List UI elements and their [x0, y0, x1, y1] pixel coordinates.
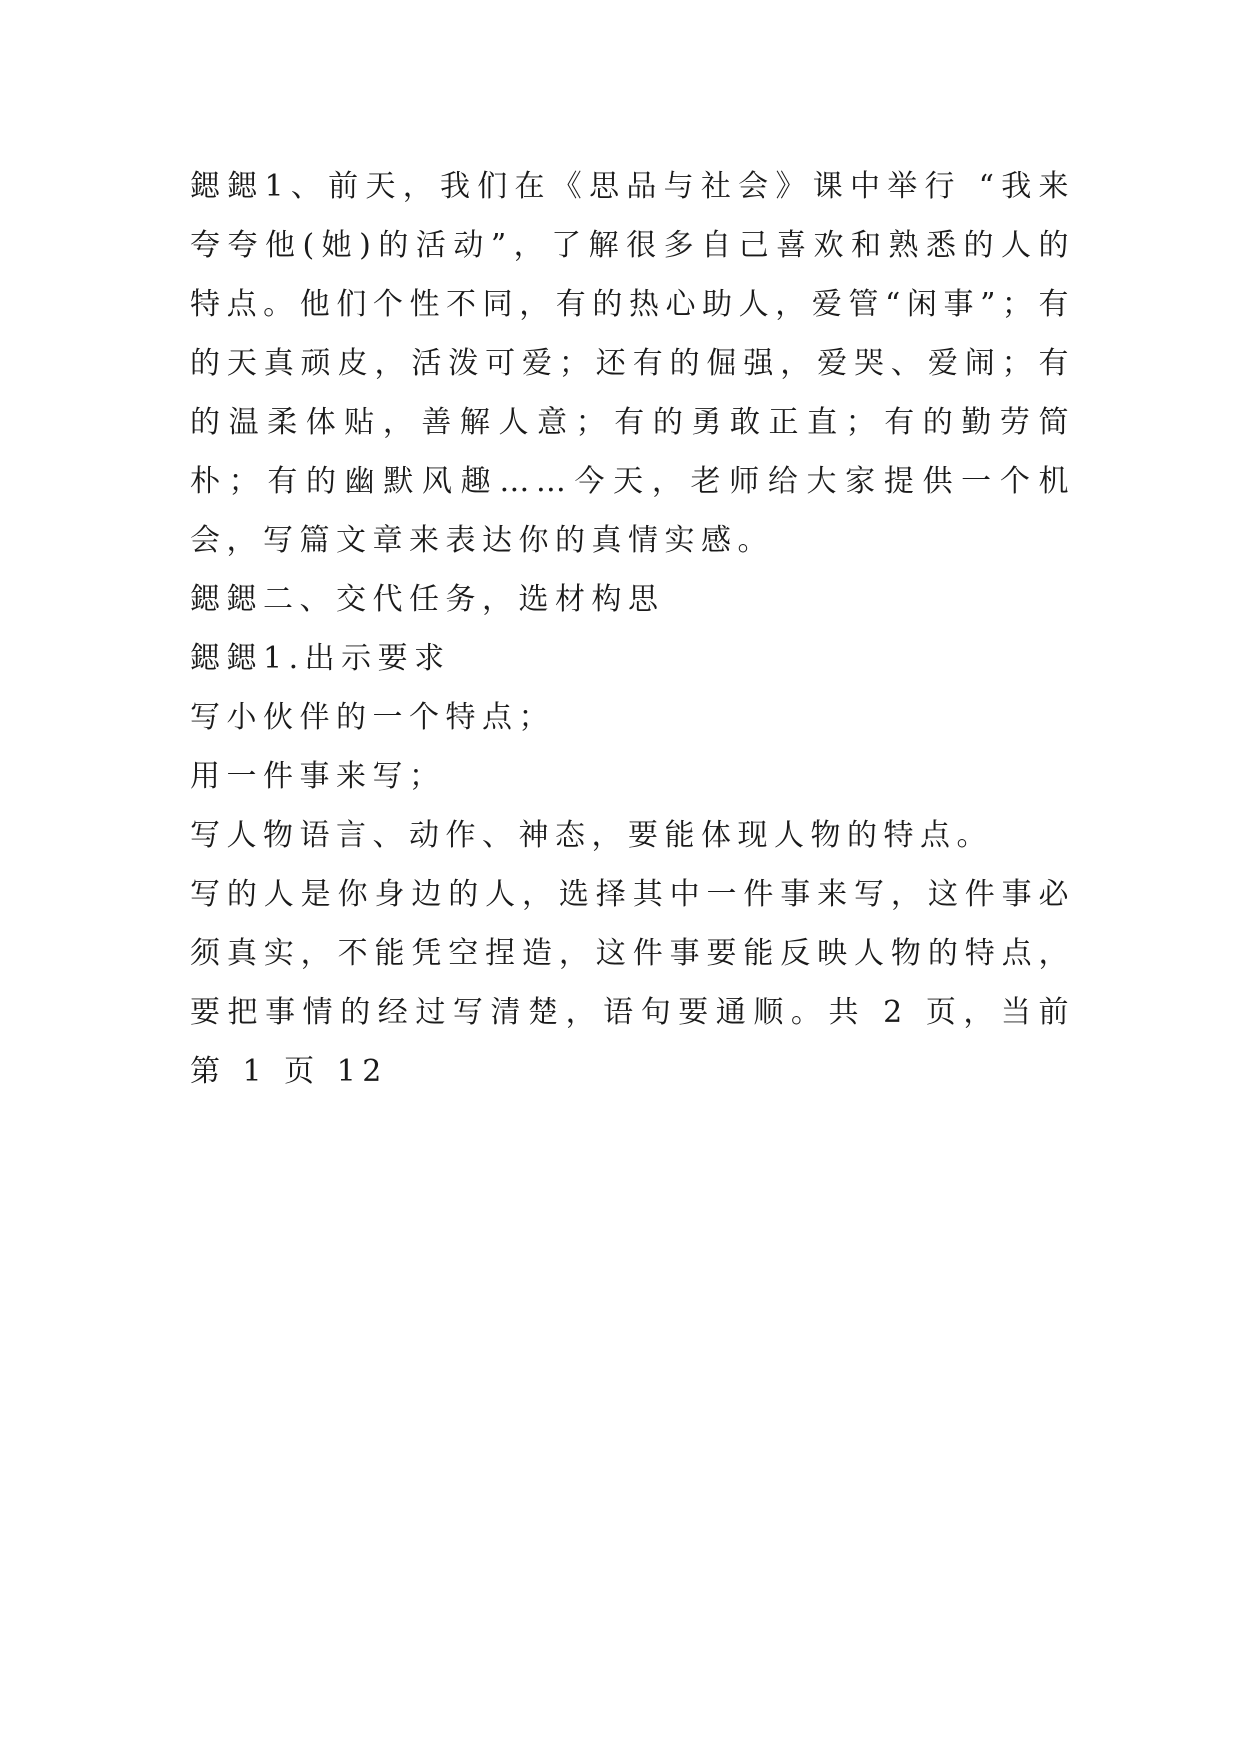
- section-heading: 鍶鍶二、交代任务，选材构思: [190, 582, 665, 617]
- requirement-item: 写小伙伴的一个特点；: [190, 700, 555, 735]
- subsection-heading: 鍶鍶1.出示要求: [190, 641, 451, 676]
- intro-paragraph: 鍶鍶1、前天，我们在《思品与社会》课中举行 “我来夸夸他(她)的活动”，了解很多自己喜欢和熟悉的人的特点。他们个性不同，有的热心助人，爱管“闲事”；有的天真顽皮，活泼可爱；还有的倔强，爱哭、爱闹；有的温柔体贴，善解人意；有的勇敢正直；有的勤劳简朴；有的幽默风趣……今天，老师给大家提供一个机会，写篇文章来表达你的真情实感。: [190, 169, 1075, 558]
- requirement-item: 写人物语言、动作、神态，要能体现人物的特点。: [190, 818, 993, 853]
- requirement-item: 用一件事来写；: [190, 759, 446, 794]
- document-body: [190, 157, 1075, 1101]
- instruction-paragraph: 写的人是你身边的人，选择其中一件事来写，这件事必须真实，不能凭空捏造，这件事要能反映人物的特点，要把事情的经过写清楚，语句要通顺。共 2 页，当前第 1 页 12: [190, 877, 1075, 1089]
